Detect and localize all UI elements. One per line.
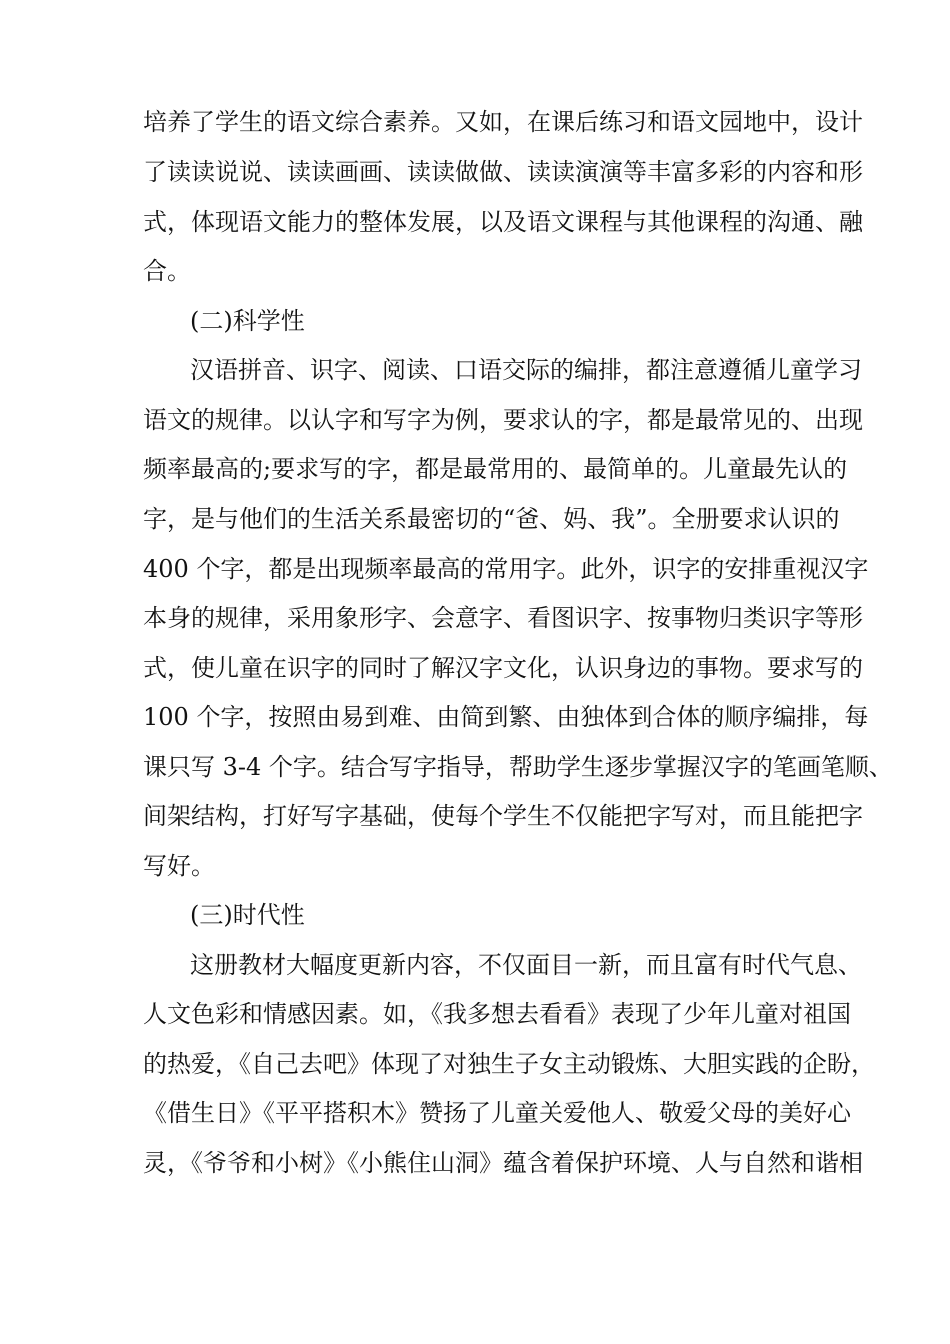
text-line: 了读读说说、读读画画、读读做做、读读演演等丰富多彩的内容和形: [143, 158, 863, 186]
text-line: 这册教材大幅度更新内容，不仅面目一新，而且富有时代气息、: [190, 951, 862, 979]
text-line: 频率最高的;要求写的字，都是最常用的、最简单的。儿童最先认的: [143, 455, 848, 483]
section-heading: (二)科学性: [190, 307, 305, 335]
text-line: 400 个字，都是出现频率最高的常用字。此外，识字的安排重视汉字: [143, 555, 869, 583]
text-line: 本身的规律，采用象形字、会意字、看图识字、按事物归类识字等形: [143, 604, 863, 632]
text-line: 灵，《爷爷和小树》《小熊住山洞》蕴含着保护环境、人与自然和谐相: [143, 1149, 863, 1177]
text-line: 课只写 3-4 个字。结合写字指导，帮助学生逐步掌握汉字的笔画笔顺、: [143, 753, 893, 781]
text-line: 式，使儿童在识字的同时了解汉字文化，认识身边的事物。要求写的: [143, 654, 863, 682]
text-line: 间架结构，打好写字基础，使每个学生不仅能把字写对，而且能把字: [143, 802, 863, 830]
text-line: 100 个字，按照由易到难、由简到繁、由独体到合体的顺序编排，每: [143, 703, 869, 731]
text-line: 培养了学生的语文综合素养。又如，在课后练习和语文园地中，设计: [143, 108, 863, 136]
text-line: 写好。: [143, 852, 215, 880]
text-line: 字，是与他们的生活关系最密切的“爸、妈、我”。全册要求认识的: [143, 505, 840, 533]
text-line: 式，体现语文能力的整体发展，以及语文课程与其他课程的沟通、融: [143, 208, 863, 236]
text-line: 合。: [143, 257, 191, 285]
text-line: 汉语拼音、识字、阅读、口语交际的编排，都注意遵循儿童学习: [190, 356, 862, 384]
text-line: 人文色彩和情感因素。如，《我多想去看看》表现了少年儿童对祖国: [143, 1000, 851, 1028]
text-line: 语文的规律。以认字和写字为例，要求认的字，都是最常见的、出现: [143, 406, 863, 434]
text-line: 的热爱，《自己去吧》体现了对独生子女主动锻炼、大胆实践的企盼，: [143, 1050, 875, 1078]
text-line: 《借生日》《平平搭积木》赞扬了儿童关爱他人、敬爱父母的美好心: [143, 1099, 851, 1127]
section-heading: (三)时代性: [190, 901, 305, 929]
